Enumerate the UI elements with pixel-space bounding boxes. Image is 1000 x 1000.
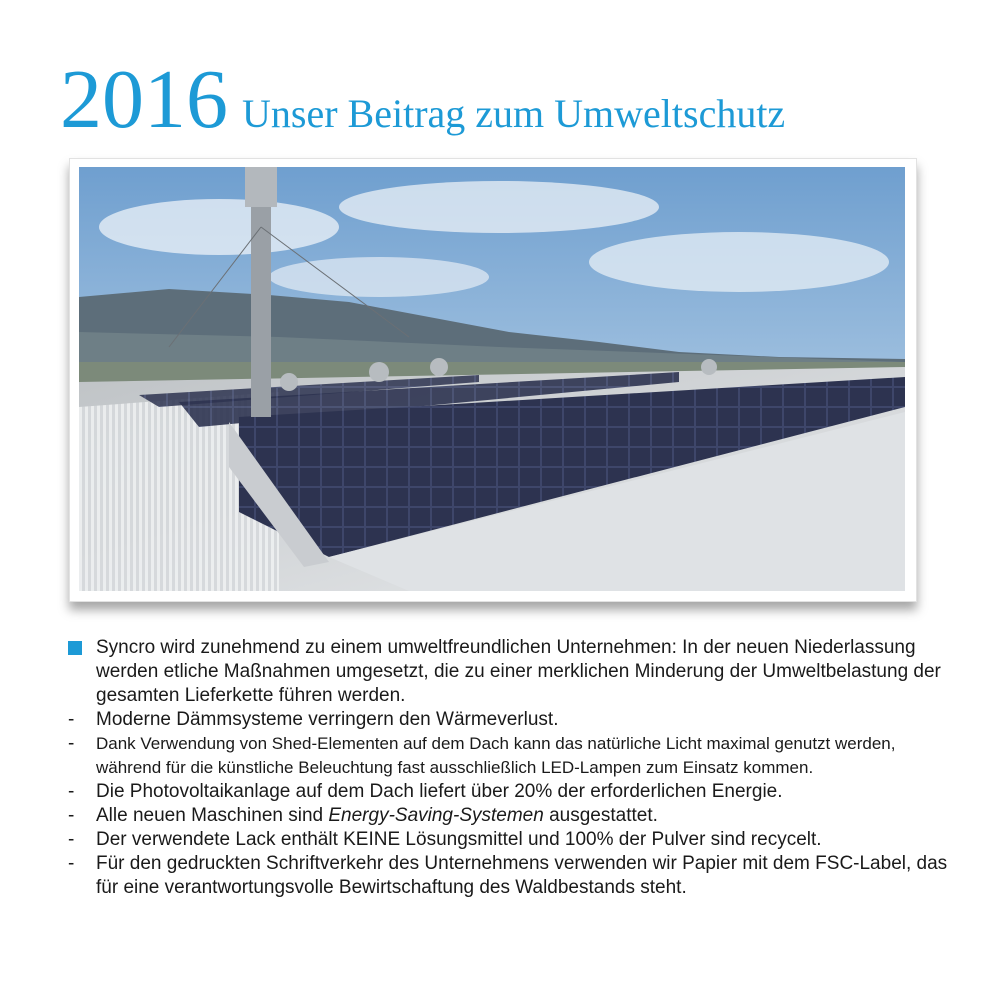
heading-title: Unser Beitrag zum Umweltschutz bbox=[242, 91, 786, 136]
dash-marker: - bbox=[68, 709, 75, 730]
list-item-text: Dank Verwendung von Shed-Elementen auf dem Dach kann das natürliche Licht maximal genutzt werden, während für die künstliche Beleuchtung fast ausschließlich LED-Lampen zum Einsatz kommen. bbox=[96, 734, 896, 777]
dash-marker: - bbox=[68, 733, 75, 754]
page-heading bbox=[60, 50, 785, 150]
photo-frame bbox=[69, 158, 917, 602]
dash-marker: - bbox=[68, 805, 75, 826]
intro-text: Syncro wird zunehmend zu einem umweltfreundlichen Unternehmen: In der neuen Niederlassung werden etliche Maßnahmen umgesetzt, die zu einer merklichen Minderung der Umweltbelastung der gesamten Lieferkette führen werden. bbox=[96, 637, 941, 706]
list-item bbox=[68, 780, 948, 804]
list-item bbox=[68, 852, 948, 900]
heading-year: 2016 bbox=[60, 53, 228, 146]
list-item-text-after: ausgestattet. bbox=[543, 805, 658, 826]
body-text bbox=[68, 636, 948, 900]
intro-paragraph bbox=[68, 636, 948, 708]
dash-marker: - bbox=[68, 781, 75, 802]
square-bullet-icon bbox=[68, 641, 82, 655]
list-item-text: Für den gedruckten Schriftverkehr des Unternehmens verwenden wir Papier mit dem FSC-Label, das für eine verantwortungsvolle Bewirtschaftung des Waldbestands steht. bbox=[96, 853, 948, 898]
dash-marker: - bbox=[68, 829, 75, 850]
list-item bbox=[68, 732, 948, 780]
list-item-text: Die Photovoltaikanlage auf dem Dach liefert über 20% der erforderlichen Energie. bbox=[96, 781, 783, 802]
list-item-emphasis: Energy-Saving-Systemen bbox=[328, 805, 544, 826]
list-item bbox=[68, 708, 948, 732]
list-item bbox=[68, 828, 948, 852]
dash-marker: - bbox=[68, 853, 75, 874]
list-item-text: Moderne Dämmsysteme verringern den Wärmeverlust. bbox=[96, 709, 559, 730]
rooftop-solar-panels-image bbox=[79, 167, 905, 591]
list-item-text-before: Alle neuen Maschinen sind bbox=[96, 805, 329, 826]
list-item-text: Der verwendete Lack enthält KEINE Lösungsmittel und 100% der Pulver sind recycelt. bbox=[96, 829, 822, 850]
list-item bbox=[68, 804, 948, 828]
